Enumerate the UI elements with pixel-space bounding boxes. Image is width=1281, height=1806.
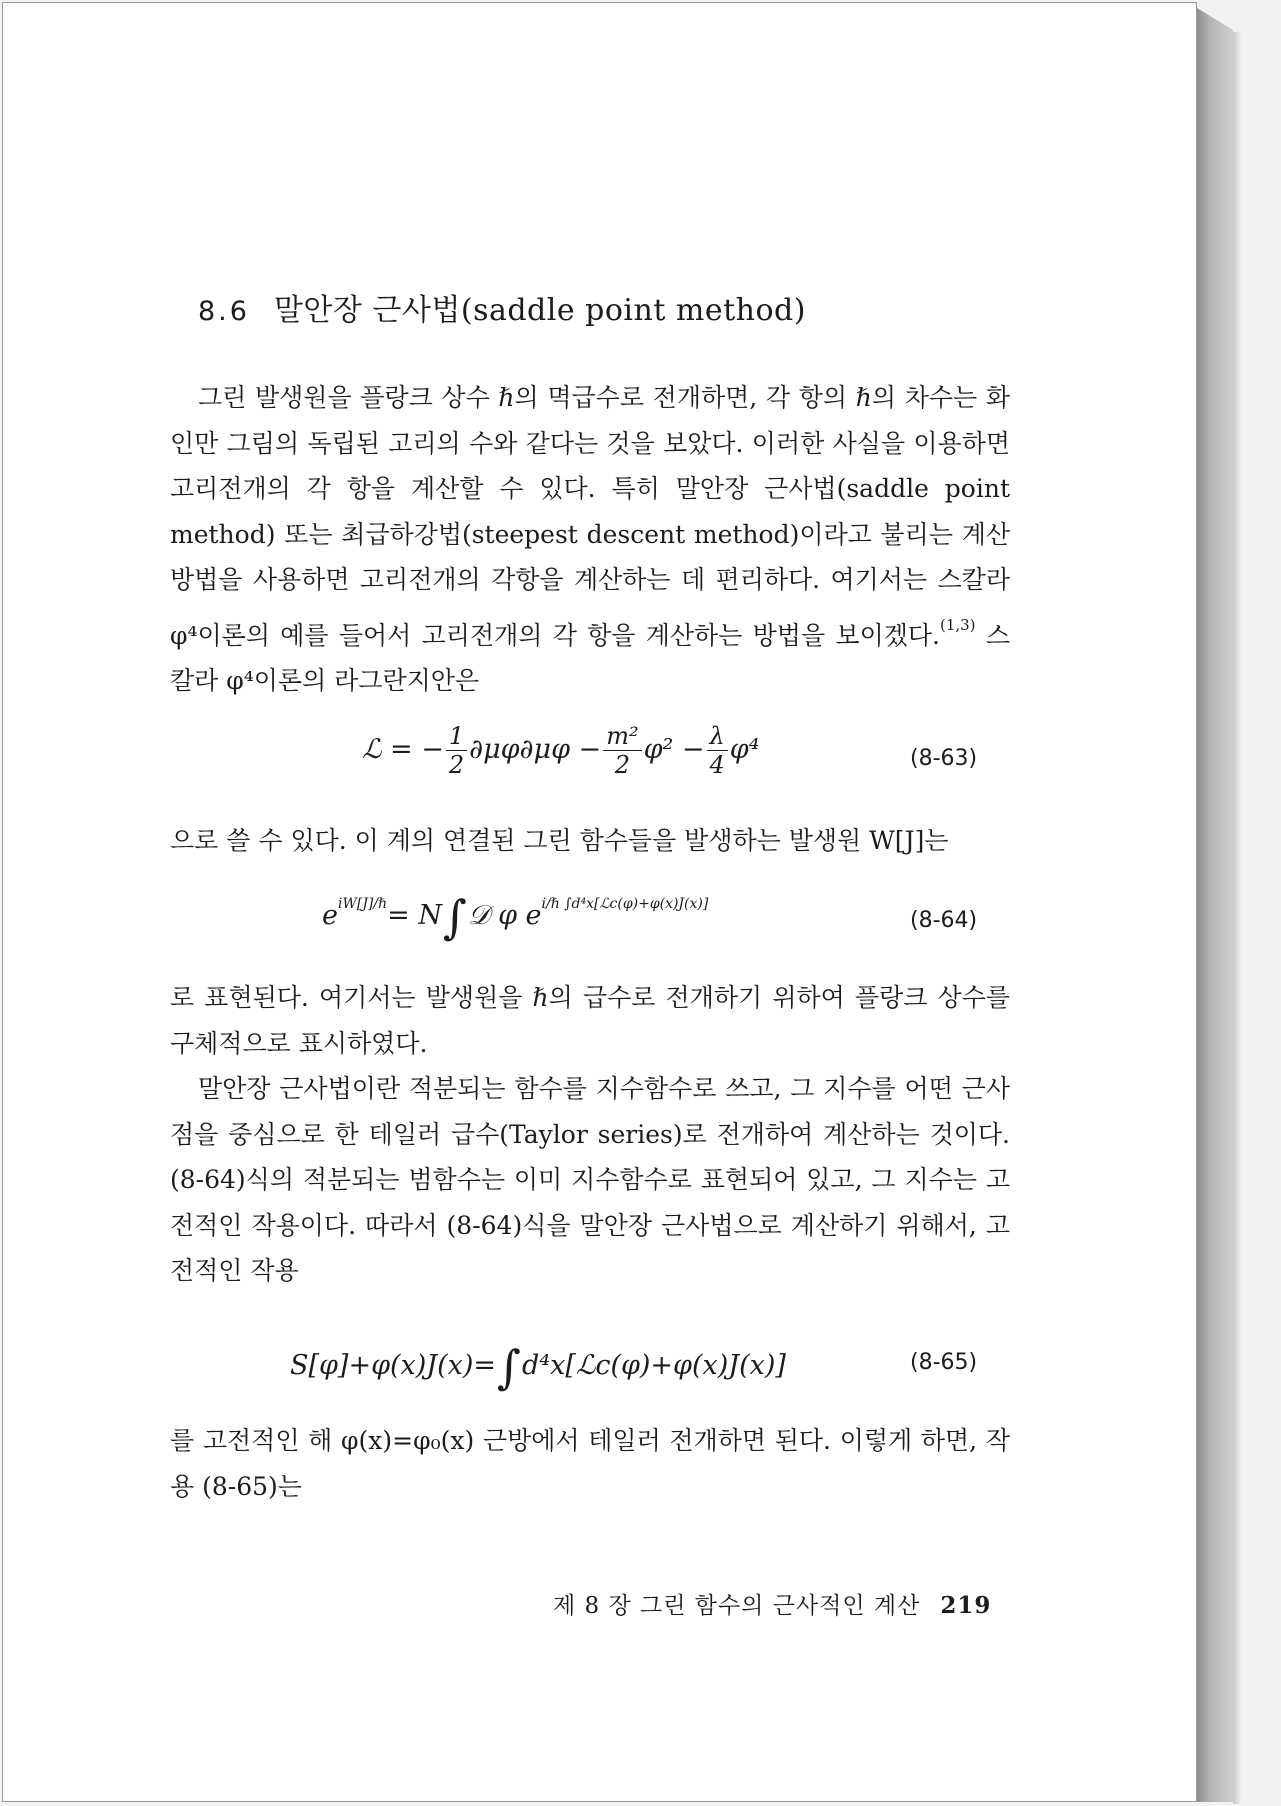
fraction-half: $\frac{1}{2}$ xyxy=(446,722,467,779)
eq-action-lhs: S[φ]+φ(x)J(x)= xyxy=(290,1350,497,1381)
equation-8-64: $e^{iW[J]/\hbar}=$ N∫𝒟 φ $e^{i/\hbar \int d^4x[ℒc(\varphi)+\varphi(x)J(x)]}$ xyxy=(322,890,709,944)
fraction-lambda: $\frac{\lambda}{4}$ xyxy=(707,722,728,779)
page-edge xyxy=(1197,8,1233,1802)
paragraph-1 xyxy=(170,375,1010,704)
paragraph-1-text: 그린 발생원을 플랑크 상수 ℏ의 멱급수로 전개하면, 각 항의 ℏ의 차수는 화인만 그림의 독립된 고리의 수와 같다는 것을 보았다. 이러한 사실을 이용하면 고리전개의 각 항을 계산할 수 있다. 특히 말안장 근사법(saddle point method) 또는 최급하강법(steepest descent method)이라고 불리는 계산 방법을 사용하면 고리전개의 각항을 계산하는 데 편리하다. 여기서는 스칼라 φ⁴이론의 예를 들어서 고리전개의 각 항을 계산하는 방법을 보이겠다. xyxy=(170,383,1010,650)
paragraph-2: 으로 쓸 수 있다. 이 계의 연결된 그린 함수들을 발생하는 발생원 W[J]는 xyxy=(170,826,949,855)
equation-number-8-65: (8-65) xyxy=(910,1350,978,1375)
eq-lagrangian-lhs: ℒ = − xyxy=(362,734,444,765)
section-title: 말안장 근사법(saddle point method) xyxy=(273,293,806,328)
paragraph-1-tail: 스칼라 φ⁴이론의 라그란지안은 xyxy=(170,620,1010,695)
integral-sign: ∫ xyxy=(442,890,467,944)
page-number: 219 xyxy=(940,1592,992,1619)
page-shadow xyxy=(1233,32,1241,1804)
page-footer xyxy=(553,1587,991,1620)
eq-path-measure: 𝒟 φ e xyxy=(467,900,542,931)
paragraph-5: 를 고전적인 해 φ(x)=φ₀(x) 근방에서 테일러 전개하면 된다. 이렇게 하면, 작용 (8-65)는 xyxy=(170,1426,1010,1501)
eq-lhs-exponent: iW[J]/ℏ xyxy=(337,896,388,912)
equation-8-63 xyxy=(362,722,759,779)
equation-8-65 xyxy=(290,1340,786,1394)
equation-number-8-64: (8-64) xyxy=(910,908,978,933)
eq-action-rhs: d⁴x[ℒc(φ)+φ(x)J(x)] xyxy=(522,1350,786,1381)
equation-number-8-63: (8-63) xyxy=(910,746,978,771)
citation: (1,3) xyxy=(939,615,976,634)
integral-sign: ∫ xyxy=(497,1340,522,1394)
paragraph-4: 말안장 근사법이란 적분되는 함수를 지수함수로 쓰고, 그 지수를 어떤 근사점을 중심으로 한 테일러 급수(Taylor series)로 전개하여 계산하는 것이다. (8-64)식의 적분되는 범함수는 이미 지수함수로 표현되어 있고, 그 지수는 고전적인 작용이다. 따라서 (8-64)식을 말안장 근사법으로 계산하기 위해서, 고전적인 작용 xyxy=(170,1074,1010,1285)
paragraph-3: 로 표현된다. 여기서는 발생원을 ℏ의 급수로 전개하기 위하여 플랑크 상수를 구체적으로 표시하였다. xyxy=(170,983,1010,1058)
chapter-title: 제 8 장 그린 함수의 근사적인 계산 xyxy=(553,1593,921,1619)
eq-interaction-term: φ⁴ xyxy=(729,734,760,765)
eq-kinetic-term: ∂μφ∂μφ − xyxy=(469,734,602,765)
eq-rhs-exponent: i/ℏ ∫d⁴x[ℒc(φ)+φ(x)J(x)] xyxy=(541,896,709,912)
section-number: 8.6 xyxy=(198,296,250,327)
section-heading xyxy=(198,285,806,329)
fraction-mass: $\frac{\text{m²}}{2}$ xyxy=(603,722,641,779)
eq-mass-term: φ² − xyxy=(643,734,705,765)
